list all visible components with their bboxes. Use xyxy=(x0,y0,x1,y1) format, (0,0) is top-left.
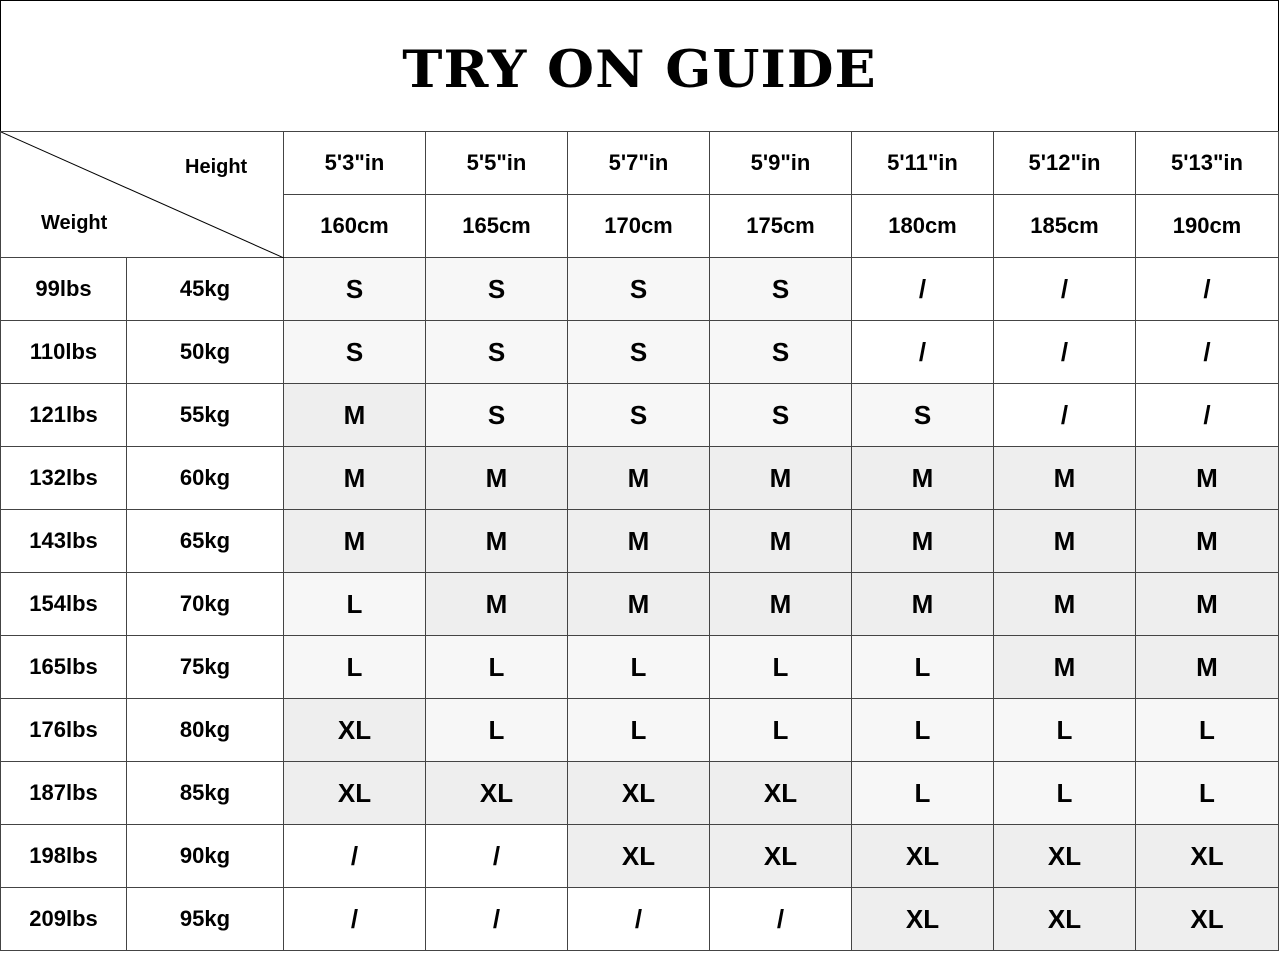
size-cell: / xyxy=(426,825,568,888)
size-cell: S xyxy=(568,384,710,447)
height-in-header: 5'7"in xyxy=(568,132,710,195)
size-cell: M xyxy=(710,573,852,636)
size-cell: L xyxy=(1136,762,1279,825)
size-cell: S xyxy=(568,258,710,321)
page-title: TRY ON GUIDE xyxy=(402,38,877,100)
height-cm-header: 175cm xyxy=(710,195,852,258)
size-cell: L xyxy=(994,762,1136,825)
size-cell: XL xyxy=(568,762,710,825)
size-cell: / xyxy=(1136,384,1279,447)
height-in-header: 5'12"in xyxy=(994,132,1136,195)
size-cell: / xyxy=(284,825,426,888)
size-cell: XL xyxy=(710,825,852,888)
size-cell: S xyxy=(852,384,994,447)
size-cell: / xyxy=(994,384,1136,447)
size-cell: M xyxy=(852,447,994,510)
table-row xyxy=(1,825,1279,888)
height-cm-header: 165cm xyxy=(426,195,568,258)
size-cell: L xyxy=(852,636,994,699)
size-cell: XL xyxy=(994,825,1136,888)
table-row xyxy=(1,258,1279,321)
weight-kg-cell: 60kg xyxy=(127,447,284,510)
size-cell: XL xyxy=(852,888,994,951)
size-cell: L xyxy=(284,636,426,699)
height-in-header: 5'11"in xyxy=(852,132,994,195)
corner-cell xyxy=(1,132,284,258)
size-cell: L xyxy=(426,636,568,699)
height-cm-header: 160cm xyxy=(284,195,426,258)
size-cell: L xyxy=(426,699,568,762)
size-cell: M xyxy=(852,510,994,573)
size-cell: / xyxy=(852,321,994,384)
weight-lbs-cell: 110lbs xyxy=(1,321,127,384)
size-cell: S xyxy=(710,258,852,321)
weight-lbs-cell: 187lbs xyxy=(1,762,127,825)
weight-kg-cell: 90kg xyxy=(127,825,284,888)
size-cell: M xyxy=(426,447,568,510)
size-cell: XL xyxy=(568,825,710,888)
size-cell: S xyxy=(568,321,710,384)
table-row xyxy=(1,384,1279,447)
weight-lbs-cell: 165lbs xyxy=(1,636,127,699)
size-cell: L xyxy=(852,699,994,762)
size-cell: M xyxy=(284,384,426,447)
size-cell: M xyxy=(994,636,1136,699)
size-cell: L xyxy=(710,636,852,699)
weight-lbs-cell: 198lbs xyxy=(1,825,127,888)
size-cell: S xyxy=(710,384,852,447)
size-cell: S xyxy=(710,321,852,384)
size-cell: / xyxy=(994,258,1136,321)
size-cell: L xyxy=(1136,699,1279,762)
size-cell: S xyxy=(426,321,568,384)
size-cell: / xyxy=(1136,258,1279,321)
size-cell: S xyxy=(426,384,568,447)
size-cell: S xyxy=(284,258,426,321)
size-cell: / xyxy=(284,888,426,951)
height-cm-header: 190cm xyxy=(1136,195,1279,258)
height-label: Height xyxy=(185,156,248,178)
weight-kg-cell: 85kg xyxy=(127,762,284,825)
size-cell: M xyxy=(1136,510,1279,573)
height-cm-header: 185cm xyxy=(994,195,1136,258)
size-cell: M xyxy=(994,447,1136,510)
header-row-inches xyxy=(1,132,1279,195)
size-cell: M xyxy=(568,573,710,636)
weight-label: Weight xyxy=(41,212,108,234)
size-cell: / xyxy=(994,321,1136,384)
size-cell: S xyxy=(426,258,568,321)
size-cell: XL xyxy=(426,762,568,825)
size-cell: L xyxy=(994,699,1136,762)
size-cell: / xyxy=(710,888,852,951)
size-cell: XL xyxy=(852,825,994,888)
size-cell: L xyxy=(710,699,852,762)
height-in-header: 5'13"in xyxy=(1136,132,1279,195)
size-cell: XL xyxy=(1136,888,1279,951)
size-cell: M xyxy=(426,573,568,636)
size-cell: / xyxy=(426,888,568,951)
weight-kg-cell: 55kg xyxy=(127,384,284,447)
size-cell: M xyxy=(426,510,568,573)
weight-lbs-cell: 154lbs xyxy=(1,573,127,636)
size-cell: M xyxy=(1136,636,1279,699)
size-cell: M xyxy=(852,573,994,636)
size-cell: XL xyxy=(710,762,852,825)
size-cell: XL xyxy=(284,699,426,762)
table-row xyxy=(1,573,1279,636)
size-cell: M xyxy=(568,447,710,510)
size-cell: M xyxy=(1136,447,1279,510)
table-row xyxy=(1,321,1279,384)
size-cell: / xyxy=(852,258,994,321)
size-cell: XL xyxy=(284,762,426,825)
weight-kg-cell: 45kg xyxy=(127,258,284,321)
size-table xyxy=(0,131,1279,951)
size-cell: XL xyxy=(994,888,1136,951)
table-row xyxy=(1,510,1279,573)
weight-kg-cell: 50kg xyxy=(127,321,284,384)
height-in-header: 5'9"in xyxy=(710,132,852,195)
weight-kg-cell: 65kg xyxy=(127,510,284,573)
weight-lbs-cell: 99lbs xyxy=(1,258,127,321)
weight-kg-cell: 70kg xyxy=(127,573,284,636)
weight-lbs-cell: 121lbs xyxy=(1,384,127,447)
weight-kg-cell: 80kg xyxy=(127,699,284,762)
size-cell: M xyxy=(568,510,710,573)
size-cell: L xyxy=(284,573,426,636)
weight-kg-cell: 95kg xyxy=(127,888,284,951)
table-row xyxy=(1,762,1279,825)
size-cell: / xyxy=(1136,321,1279,384)
size-cell: L xyxy=(852,762,994,825)
size-cell: M xyxy=(994,510,1136,573)
height-in-header: 5'3"in xyxy=(284,132,426,195)
size-cell: XL xyxy=(1136,825,1279,888)
size-cell: M xyxy=(284,447,426,510)
size-cell: S xyxy=(284,321,426,384)
weight-lbs-cell: 143lbs xyxy=(1,510,127,573)
weight-kg-cell: 75kg xyxy=(127,636,284,699)
height-in-header: 5'5"in xyxy=(426,132,568,195)
table-row xyxy=(1,636,1279,699)
table-row xyxy=(1,447,1279,510)
height-cm-header: 170cm xyxy=(568,195,710,258)
diagonal-divider xyxy=(1,132,284,258)
weight-lbs-cell: 176lbs xyxy=(1,699,127,762)
weight-lbs-cell: 209lbs xyxy=(1,888,127,951)
size-cell: L xyxy=(568,699,710,762)
title-box xyxy=(0,0,1279,132)
weight-lbs-cell: 132lbs xyxy=(1,447,127,510)
height-cm-header: 180cm xyxy=(852,195,994,258)
size-cell: L xyxy=(568,636,710,699)
size-cell: M xyxy=(994,573,1136,636)
table-row xyxy=(1,888,1279,951)
size-cell: M xyxy=(710,510,852,573)
size-cell: M xyxy=(284,510,426,573)
size-cell: M xyxy=(710,447,852,510)
size-cell: M xyxy=(1136,573,1279,636)
size-cell: / xyxy=(568,888,710,951)
table-row xyxy=(1,699,1279,762)
